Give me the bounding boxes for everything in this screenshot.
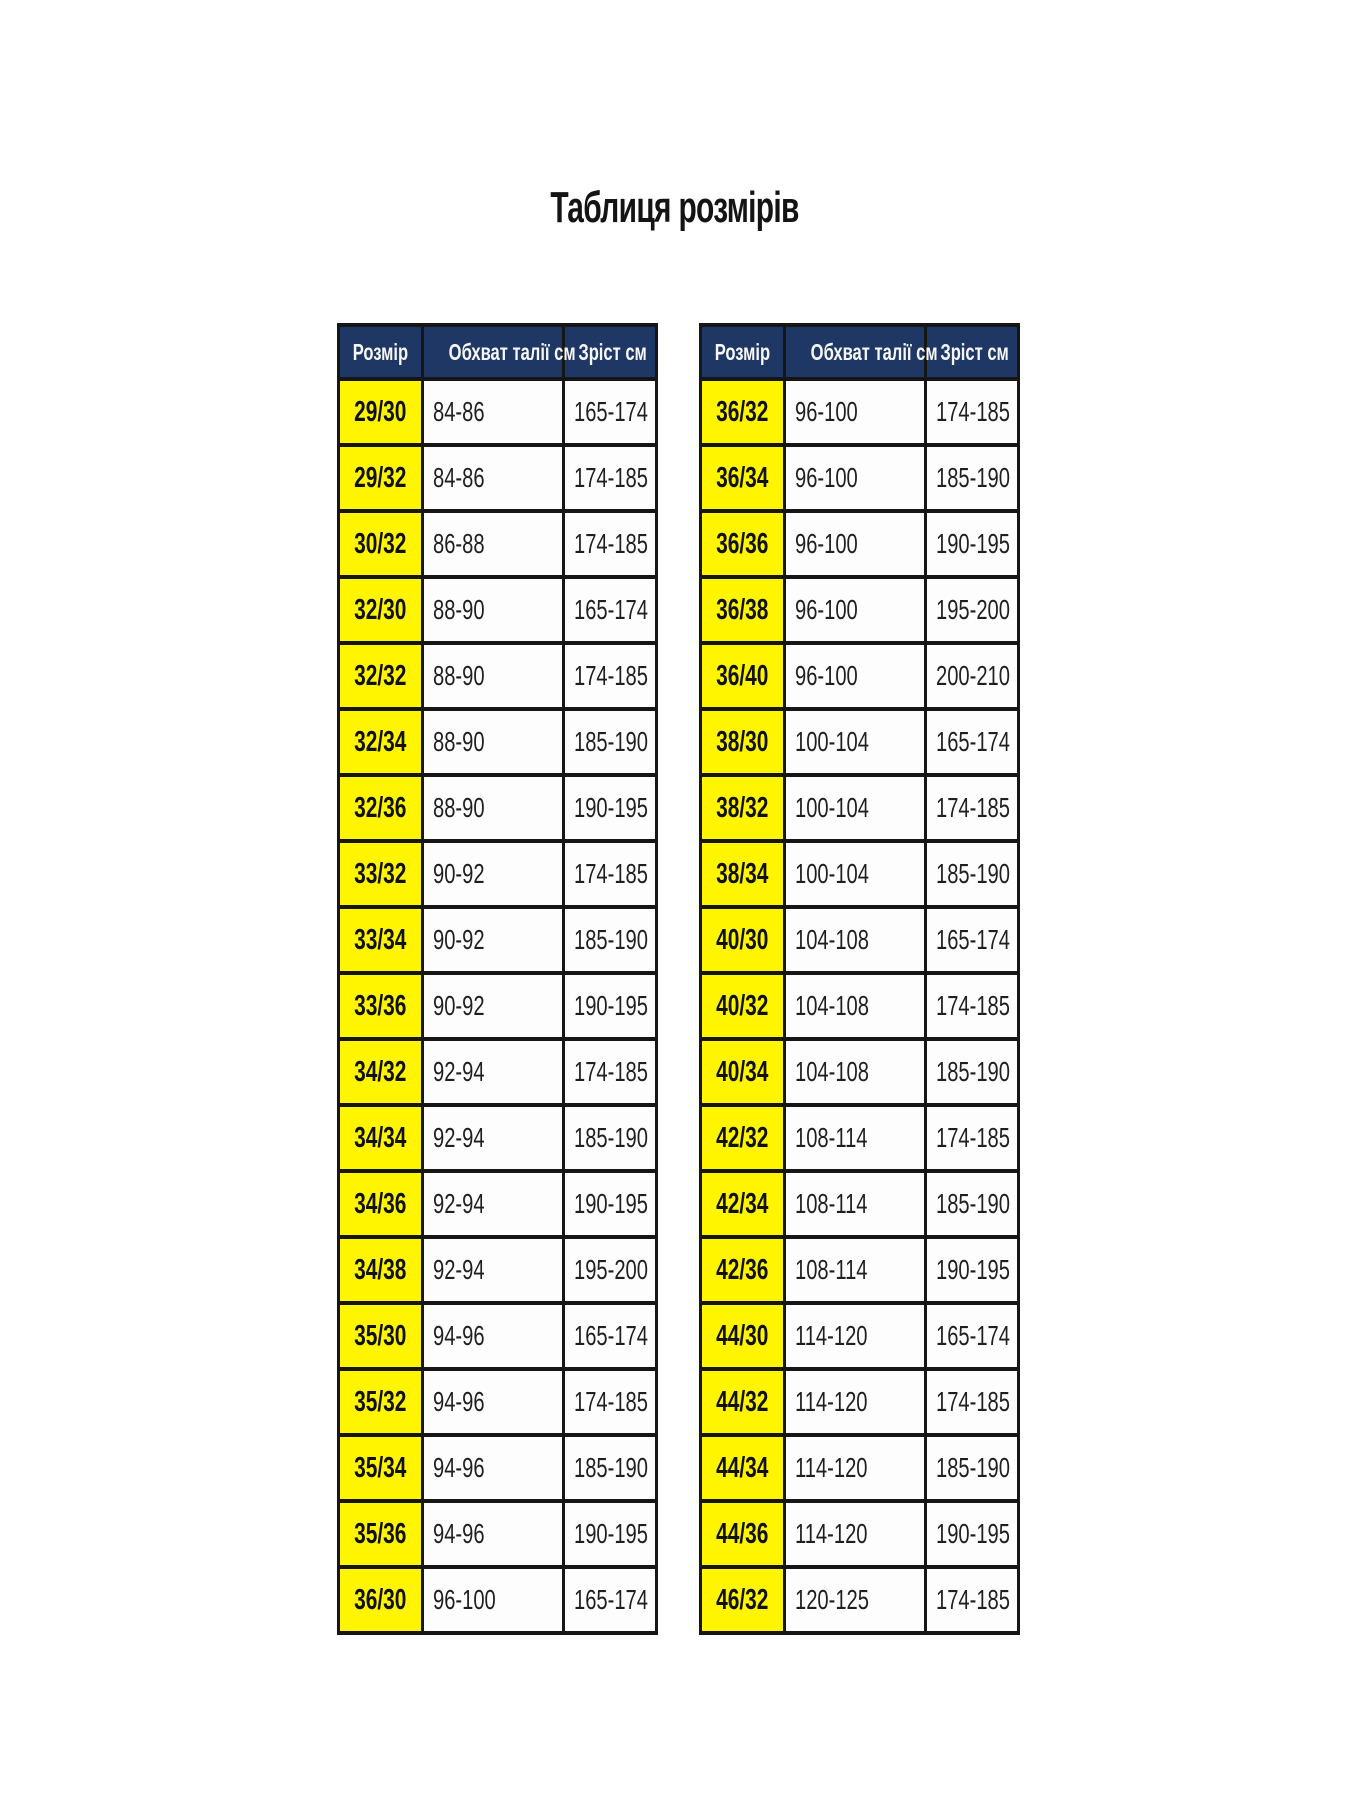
- size-cell: [339, 1171, 423, 1237]
- waist-value: 92-94: [433, 1056, 485, 1087]
- height-cell: [564, 1567, 657, 1633]
- table-header: [339, 325, 657, 379]
- height-cell: [926, 643, 1019, 709]
- waist-cell: [423, 1435, 564, 1501]
- size-table-right: [699, 323, 1020, 1635]
- height-value: 200-210: [936, 660, 1010, 691]
- waist-value: 88-90: [433, 660, 485, 691]
- height-cell: [564, 1303, 657, 1369]
- waist-value: 100-104: [795, 726, 869, 757]
- height-cell: [564, 445, 657, 511]
- size-cell: [701, 1237, 785, 1303]
- waist-value: 108-114: [795, 1254, 868, 1285]
- waist-value: 96-100: [795, 594, 858, 625]
- waist-value: 92-94: [433, 1254, 485, 1285]
- table-row: [701, 511, 1019, 577]
- size-value: 36/36: [716, 527, 769, 560]
- waist-cell: [785, 1237, 926, 1303]
- table-row: [339, 1171, 657, 1237]
- height-value: 174-185: [574, 528, 648, 559]
- size-cell: [701, 1303, 785, 1369]
- size-value: 40/30: [716, 923, 769, 956]
- height-cell: [564, 643, 657, 709]
- size-value: 44/30: [716, 1319, 769, 1352]
- height-cell: [564, 973, 657, 1039]
- size-cell: [339, 1369, 423, 1435]
- waist-cell: [785, 1303, 926, 1369]
- waist-value: 94-96: [433, 1518, 485, 1549]
- height-cell: [926, 1567, 1019, 1633]
- waist-cell: [423, 1039, 564, 1105]
- column-header-waist: [423, 325, 576, 379]
- height-value: 174-185: [574, 1056, 648, 1087]
- size-cell: [701, 1039, 785, 1105]
- size-cell: [339, 379, 423, 445]
- size-cell: [701, 1105, 785, 1171]
- height-value: 185-190: [574, 726, 648, 757]
- waist-value: 96-100: [433, 1584, 496, 1615]
- size-value: 32/32: [354, 659, 407, 692]
- table-row: [339, 1567, 657, 1633]
- height-cell: [564, 775, 657, 841]
- column-header-size-label: Розмір: [352, 338, 409, 365]
- height-value: 190-195: [574, 1518, 648, 1549]
- size-value: 44/34: [716, 1451, 769, 1484]
- waist-value: 96-100: [795, 660, 858, 691]
- header-row: [701, 325, 1019, 379]
- size-cell: [701, 577, 785, 643]
- size-value: 35/32: [354, 1385, 407, 1418]
- height-value: 185-190: [936, 462, 1010, 493]
- height-value: 174-185: [936, 1584, 1010, 1615]
- waist-cell: [785, 973, 926, 1039]
- size-value: 29/32: [354, 461, 407, 494]
- column-header-height: [926, 325, 1019, 379]
- height-value: 190-195: [936, 1254, 1010, 1285]
- height-value: 165-174: [936, 1320, 1010, 1351]
- table-row: [701, 1369, 1019, 1435]
- table-row: [701, 379, 1019, 445]
- size-cell: [701, 643, 785, 709]
- table-row: [339, 1039, 657, 1105]
- height-value: 165-174: [574, 594, 648, 625]
- height-cell: [564, 907, 657, 973]
- table-row: [339, 1105, 657, 1171]
- size-cell: [701, 511, 785, 577]
- column-header-size: [339, 325, 423, 379]
- table-row: [339, 1303, 657, 1369]
- waist-value: 114-120: [795, 1320, 868, 1351]
- size-value: 36/30: [354, 1583, 407, 1616]
- height-cell: [926, 1171, 1019, 1237]
- waist-value: 92-94: [433, 1188, 485, 1219]
- column-header-height: [564, 325, 657, 379]
- table-row: [701, 577, 1019, 643]
- size-value: 32/30: [354, 593, 407, 626]
- size-cell: [701, 445, 785, 511]
- table-row: [701, 709, 1019, 775]
- size-table-left: [337, 323, 658, 1635]
- table-row: [701, 643, 1019, 709]
- size-value: 34/32: [354, 1055, 407, 1088]
- waist-cell: [785, 1369, 926, 1435]
- waist-value: 84-86: [433, 396, 485, 427]
- size-cell: [339, 1237, 423, 1303]
- size-value: 34/38: [354, 1253, 407, 1286]
- size-value: 34/36: [354, 1187, 407, 1220]
- table-row: [701, 973, 1019, 1039]
- waist-cell: [423, 1171, 564, 1237]
- size-value: 29/30: [354, 395, 407, 428]
- size-value: 35/36: [354, 1517, 407, 1550]
- size-cell: [701, 907, 785, 973]
- height-cell: [564, 709, 657, 775]
- height-value: 185-190: [936, 1452, 1010, 1483]
- height-value: 165-174: [574, 396, 648, 427]
- height-value: 174-185: [574, 1386, 648, 1417]
- waist-cell: [423, 643, 564, 709]
- waist-value: 84-86: [433, 462, 485, 493]
- height-cell: [564, 1369, 657, 1435]
- size-value: 36/40: [716, 659, 769, 692]
- waist-cell: [423, 1501, 564, 1567]
- height-value: 165-174: [574, 1320, 648, 1351]
- size-value: 34/34: [354, 1121, 407, 1154]
- waist-cell: [785, 775, 926, 841]
- height-cell: [926, 511, 1019, 577]
- height-cell: [926, 841, 1019, 907]
- table-row: [339, 1237, 657, 1303]
- waist-value: 104-108: [795, 1056, 869, 1087]
- waist-cell: [785, 1435, 926, 1501]
- waist-value: 90-92: [433, 990, 485, 1021]
- waist-value: 94-96: [433, 1386, 485, 1417]
- height-cell: [564, 1105, 657, 1171]
- table-row: [339, 511, 657, 577]
- size-cell: [339, 577, 423, 643]
- size-cell: [339, 1303, 423, 1369]
- size-cell: [701, 973, 785, 1039]
- size-value: 40/32: [716, 989, 769, 1022]
- height-value: 174-185: [936, 396, 1010, 427]
- waist-value: 88-90: [433, 792, 485, 823]
- page-title: [0, 183, 1350, 233]
- height-cell: [564, 1501, 657, 1567]
- size-value: 38/34: [716, 857, 769, 890]
- height-value: 185-190: [936, 1056, 1010, 1087]
- column-header-height-label: Зріст см: [578, 338, 647, 365]
- table-row: [339, 775, 657, 841]
- size-cell: [701, 1171, 785, 1237]
- table-row: [701, 1039, 1019, 1105]
- table-row: [339, 841, 657, 907]
- waist-value: 90-92: [433, 858, 485, 889]
- column-header-size-label: Розмір: [714, 338, 771, 365]
- waist-cell: [423, 841, 564, 907]
- table-row: [701, 1303, 1019, 1369]
- size-value: 44/36: [716, 1517, 769, 1550]
- size-value: 38/30: [716, 725, 769, 758]
- waist-value: 100-104: [795, 858, 869, 889]
- waist-cell: [423, 973, 564, 1039]
- height-cell: [564, 1039, 657, 1105]
- column-header-waist-label: Обхват талії см: [810, 338, 938, 365]
- size-cell: [339, 841, 423, 907]
- height-value: 174-185: [574, 858, 648, 889]
- height-value: 174-185: [936, 1122, 1010, 1153]
- height-cell: [926, 1105, 1019, 1171]
- height-cell: [926, 379, 1019, 445]
- table-row: [701, 1567, 1019, 1633]
- size-cell: [701, 1369, 785, 1435]
- waist-value: 92-94: [433, 1122, 485, 1153]
- waist-cell: [785, 511, 926, 577]
- height-cell: [926, 577, 1019, 643]
- waist-cell: [785, 643, 926, 709]
- size-cell: [339, 1501, 423, 1567]
- height-cell: [926, 1039, 1019, 1105]
- size-value: 42/34: [716, 1187, 769, 1220]
- size-cell: [701, 379, 785, 445]
- size-cell: [701, 1501, 785, 1567]
- height-cell: [926, 1303, 1019, 1369]
- size-value: 32/36: [354, 791, 407, 824]
- table-row: [701, 1171, 1019, 1237]
- header-row: [339, 325, 657, 379]
- size-value: 44/32: [716, 1385, 769, 1418]
- table-row: [339, 643, 657, 709]
- size-value: 38/32: [716, 791, 769, 824]
- size-cell: [339, 445, 423, 511]
- table-row: [701, 1435, 1019, 1501]
- waist-cell: [423, 1105, 564, 1171]
- height-cell: [926, 973, 1019, 1039]
- height-value: 190-195: [574, 792, 648, 823]
- height-cell: [926, 1237, 1019, 1303]
- waist-cell: [785, 577, 926, 643]
- waist-value: 94-96: [433, 1320, 485, 1351]
- waist-value: 96-100: [795, 396, 858, 427]
- table-header: [701, 325, 1019, 379]
- height-cell: [926, 907, 1019, 973]
- waist-value: 94-96: [433, 1452, 485, 1483]
- size-cell: [339, 907, 423, 973]
- waist-cell: [785, 1567, 926, 1633]
- column-header-size: [701, 325, 785, 379]
- height-value: 185-190: [574, 924, 648, 955]
- height-value: 165-174: [574, 1584, 648, 1615]
- size-cell: [701, 841, 785, 907]
- size-value: 36/34: [716, 461, 769, 494]
- waist-cell: [785, 1105, 926, 1171]
- waist-cell: [423, 709, 564, 775]
- waist-value: 114-120: [795, 1386, 868, 1417]
- size-value: 35/30: [354, 1319, 407, 1352]
- table-body: [701, 379, 1019, 1633]
- waist-cell: [423, 775, 564, 841]
- waist-cell: [785, 709, 926, 775]
- waist-value: 88-90: [433, 726, 485, 757]
- table-row: [339, 1369, 657, 1435]
- waist-cell: [423, 379, 564, 445]
- waist-cell: [423, 1237, 564, 1303]
- waist-value: 86-88: [433, 528, 485, 559]
- column-header-height-label: Зріст см: [940, 338, 1009, 365]
- height-value: 185-190: [574, 1122, 648, 1153]
- waist-cell: [423, 577, 564, 643]
- size-value: 35/34: [354, 1451, 407, 1484]
- height-value: 185-190: [936, 858, 1010, 889]
- size-cell: [339, 1567, 423, 1633]
- table-row: [339, 1501, 657, 1567]
- height-cell: [926, 1435, 1019, 1501]
- size-value: 33/34: [354, 923, 407, 956]
- waist-value: 114-120: [795, 1452, 868, 1483]
- table-row: [339, 379, 657, 445]
- height-cell: [926, 1501, 1019, 1567]
- size-value: 36/38: [716, 593, 769, 626]
- column-header-waist-label: Обхват талії см: [448, 338, 576, 365]
- table-row: [339, 709, 657, 775]
- size-value: 40/34: [716, 1055, 769, 1088]
- height-value: 195-200: [574, 1254, 648, 1285]
- waist-value: 104-108: [795, 924, 869, 955]
- table-row: [701, 1105, 1019, 1171]
- height-value: 174-185: [936, 990, 1010, 1021]
- waist-cell: [423, 445, 564, 511]
- height-cell: [926, 775, 1019, 841]
- size-value: 42/32: [716, 1121, 769, 1154]
- waist-value: 88-90: [433, 594, 485, 625]
- height-cell: [564, 1435, 657, 1501]
- waist-cell: [785, 907, 926, 973]
- waist-cell: [423, 1369, 564, 1435]
- height-cell: [564, 577, 657, 643]
- height-value: 165-174: [936, 924, 1010, 955]
- size-cell: [339, 643, 423, 709]
- waist-value: 90-92: [433, 924, 485, 955]
- table-row: [339, 577, 657, 643]
- height-value: 185-190: [574, 1452, 648, 1483]
- size-cell: [701, 775, 785, 841]
- table-body: [339, 379, 657, 1633]
- height-value: 174-185: [936, 792, 1010, 823]
- height-value: 190-195: [574, 1188, 648, 1219]
- size-cell: [339, 1105, 423, 1171]
- waist-cell: [423, 511, 564, 577]
- size-cell: [339, 511, 423, 577]
- tables-container: [337, 323, 1020, 1635]
- size-value: 42/36: [716, 1253, 769, 1286]
- waist-value: 114-120: [795, 1518, 868, 1549]
- height-value: 165-174: [936, 726, 1010, 757]
- table-row: [701, 1237, 1019, 1303]
- waist-value: 100-104: [795, 792, 869, 823]
- waist-value: 108-114: [795, 1122, 868, 1153]
- height-value: 190-195: [574, 990, 648, 1021]
- waist-cell: [785, 1501, 926, 1567]
- size-cell: [339, 1039, 423, 1105]
- size-cell: [339, 1435, 423, 1501]
- height-cell: [926, 1369, 1019, 1435]
- height-cell: [564, 1237, 657, 1303]
- height-value: 174-185: [574, 462, 648, 493]
- waist-cell: [785, 1039, 926, 1105]
- waist-cell: [785, 841, 926, 907]
- height-value: 174-185: [936, 1386, 1010, 1417]
- waist-value: 104-108: [795, 990, 869, 1021]
- size-cell: [339, 973, 423, 1039]
- size-value: 33/32: [354, 857, 407, 890]
- table-row: [339, 907, 657, 973]
- table-row: [701, 841, 1019, 907]
- table-row: [339, 973, 657, 1039]
- size-cell: [701, 709, 785, 775]
- size-value: 36/32: [716, 395, 769, 428]
- height-value: 190-195: [936, 1518, 1010, 1549]
- height-value: 174-185: [574, 660, 648, 691]
- height-cell: [564, 511, 657, 577]
- waist-cell: [785, 379, 926, 445]
- waist-cell: [423, 1303, 564, 1369]
- table-row: [701, 1501, 1019, 1567]
- size-cell: [701, 1435, 785, 1501]
- size-value: 32/34: [354, 725, 407, 758]
- waist-cell: [785, 445, 926, 511]
- size-value: 30/32: [354, 527, 407, 560]
- waist-value: 120-125: [795, 1584, 869, 1615]
- waist-cell: [423, 1567, 564, 1633]
- page-title-text: Таблиця розмірів: [550, 183, 800, 232]
- waist-cell: [423, 907, 564, 973]
- waist-value: 108-114: [795, 1188, 868, 1219]
- height-value: 195-200: [936, 594, 1010, 625]
- height-cell: [926, 445, 1019, 511]
- height-cell: [564, 1171, 657, 1237]
- height-cell: [564, 841, 657, 907]
- size-cell: [339, 775, 423, 841]
- waist-value: 96-100: [795, 528, 858, 559]
- height-value: 190-195: [936, 528, 1010, 559]
- height-cell: [926, 709, 1019, 775]
- table-row: [339, 445, 657, 511]
- size-value: 33/36: [354, 989, 407, 1022]
- waist-value: 96-100: [795, 462, 858, 493]
- waist-cell: [785, 1171, 926, 1237]
- size-cell: [339, 709, 423, 775]
- column-header-waist: [785, 325, 938, 379]
- table-row: [701, 907, 1019, 973]
- table-row: [701, 445, 1019, 511]
- size-value: 46/32: [716, 1583, 769, 1616]
- height-cell: [564, 379, 657, 445]
- height-value: 185-190: [936, 1188, 1010, 1219]
- table-row: [339, 1435, 657, 1501]
- table-row: [701, 775, 1019, 841]
- size-cell: [701, 1567, 785, 1633]
